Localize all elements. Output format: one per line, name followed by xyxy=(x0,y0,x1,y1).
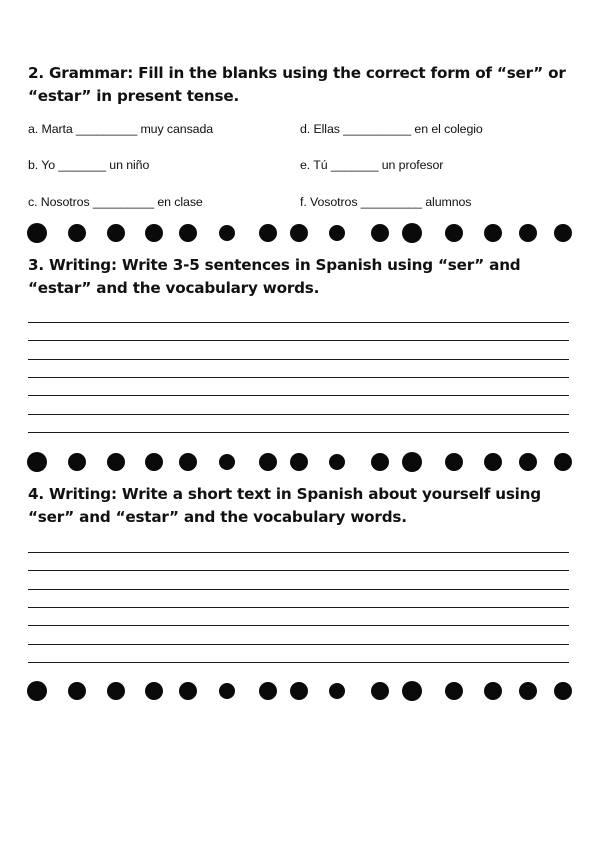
grammar-item-c: c. Nosotros _________ en clase xyxy=(28,195,203,209)
divider-dot xyxy=(445,453,463,471)
writing-line[interactable] xyxy=(28,377,569,378)
writing-line[interactable] xyxy=(28,607,569,608)
grammar-item-e: e. Tú _______ un profesor xyxy=(300,158,444,172)
divider-dot xyxy=(107,224,125,242)
writing-line[interactable] xyxy=(28,570,569,571)
divider-dot xyxy=(219,225,235,241)
divider-dot xyxy=(27,681,47,701)
divider-dot xyxy=(290,224,308,242)
divider-dot xyxy=(179,682,197,700)
divider-dot xyxy=(259,453,277,471)
divider-dot xyxy=(484,453,502,471)
divider-dot xyxy=(329,225,345,241)
divider-dot xyxy=(402,452,422,472)
writing-line[interactable] xyxy=(28,414,569,415)
divider-dot xyxy=(179,224,197,242)
grammar-item-a: a. Marta _________ muy cansada xyxy=(28,122,214,136)
grammar-item-d: d. Ellas __________ en el colegio xyxy=(300,122,483,136)
divider-dot xyxy=(27,452,47,472)
grammar-heading: 2. Grammar: Fill in the blanks using the correct form of “ser” or “estar” in present tense. xyxy=(28,64,566,105)
divider-dot xyxy=(554,224,572,242)
dot-divider-3 xyxy=(27,682,573,704)
divider-dot xyxy=(484,224,502,242)
writing-line[interactable] xyxy=(28,340,569,341)
writing-line[interactable] xyxy=(28,322,569,323)
divider-dot xyxy=(290,453,308,471)
divider-dot xyxy=(68,224,86,242)
writing-text-heading: 4. Writing: Write a short text in Spanish about yourself using “ser” and “estar” and the vocabulary words. xyxy=(28,485,541,526)
divider-dot xyxy=(145,453,163,471)
divider-dot xyxy=(219,683,235,699)
writing-line[interactable] xyxy=(28,662,569,663)
grammar-item-b: b. Yo _______ un niño xyxy=(28,158,150,172)
dot-divider-2 xyxy=(27,453,573,475)
dot-divider-1 xyxy=(27,224,573,246)
divider-dot xyxy=(445,682,463,700)
writing-line[interactable] xyxy=(28,359,569,360)
divider-dot xyxy=(145,224,163,242)
writing-sentences-heading: 3. Writing: Write 3-5 sentences in Spanish using “ser” and “estar” and the vocabulary words. xyxy=(28,256,521,297)
divider-dot xyxy=(107,682,125,700)
divider-dot xyxy=(27,223,47,243)
divider-dot xyxy=(290,682,308,700)
writing-line[interactable] xyxy=(28,644,569,645)
divider-dot xyxy=(145,682,163,700)
divider-dot xyxy=(68,682,86,700)
divider-dot xyxy=(519,224,537,242)
divider-dot xyxy=(554,453,572,471)
divider-dot xyxy=(329,454,345,470)
divider-dot xyxy=(371,453,389,471)
divider-dot xyxy=(402,223,422,243)
writing-line[interactable] xyxy=(28,625,569,626)
writing-line[interactable] xyxy=(28,432,569,433)
divider-dot xyxy=(519,682,537,700)
divider-dot xyxy=(519,453,537,471)
writing-line[interactable] xyxy=(28,395,569,396)
grammar-item-f: f. Vosotros _________ alumnos xyxy=(300,195,472,209)
divider-dot xyxy=(107,453,125,471)
divider-dot xyxy=(179,453,197,471)
divider-dot xyxy=(329,683,345,699)
divider-dot xyxy=(259,682,277,700)
divider-dot xyxy=(484,682,502,700)
divider-dot xyxy=(219,454,235,470)
divider-dot xyxy=(68,453,86,471)
divider-dot xyxy=(371,224,389,242)
divider-dot xyxy=(445,224,463,242)
writing-line[interactable] xyxy=(28,552,569,553)
divider-dot xyxy=(371,682,389,700)
divider-dot xyxy=(554,682,572,700)
divider-dot xyxy=(402,681,422,701)
writing-line[interactable] xyxy=(28,589,569,590)
divider-dot xyxy=(259,224,277,242)
